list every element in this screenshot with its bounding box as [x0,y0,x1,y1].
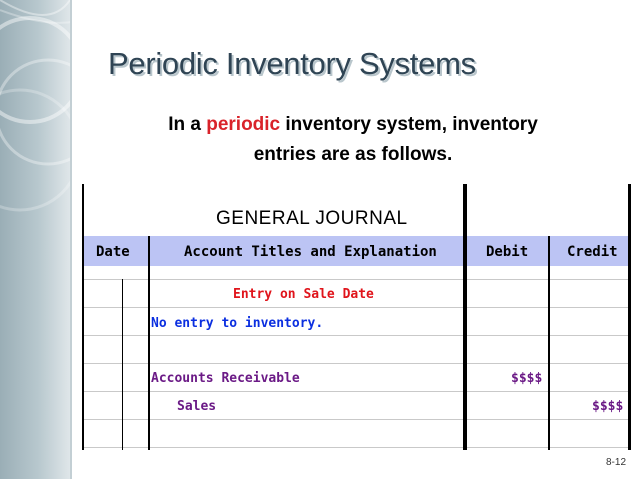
intro-prefix: In a [168,114,201,135]
intro-suffix: inventory system, inventory [285,114,538,135]
journal-row-entry-heading: Entry on Sale Date [233,287,374,302]
column-header-credit: Credit [567,244,618,260]
intro-line-1 [108,110,598,140]
intro-accent-word: periodic [206,114,281,135]
journal-title: GENERAL JOURNAL [216,208,408,229]
column-header-debit: Debit [486,244,529,260]
column-rule [148,236,150,450]
column-rule [463,184,467,450]
column-rule [122,279,123,450]
general-journal-table [82,184,631,450]
intro-line-2: entries are as follows. [253,144,453,165]
column-header-account-titles: Account Titles and Explanation [184,244,437,260]
column-rule [628,184,631,450]
column-header-date: Date [96,244,130,260]
column-rule [82,184,84,450]
journal-row-debit-amount: $$$$ [511,371,543,386]
journal-row-credit-account: Sales [177,399,217,414]
page-number: 8-12 [605,457,626,468]
intro-text [108,110,598,170]
page-title: Periodic Inventory Systems [108,46,476,81]
journal-row-no-entry: No entry to inventory. [151,316,324,331]
journal-row-debit-account: Accounts Receivable [151,371,300,386]
column-rule [548,236,550,450]
journal-row-credit-amount: $$$$ [592,399,624,414]
